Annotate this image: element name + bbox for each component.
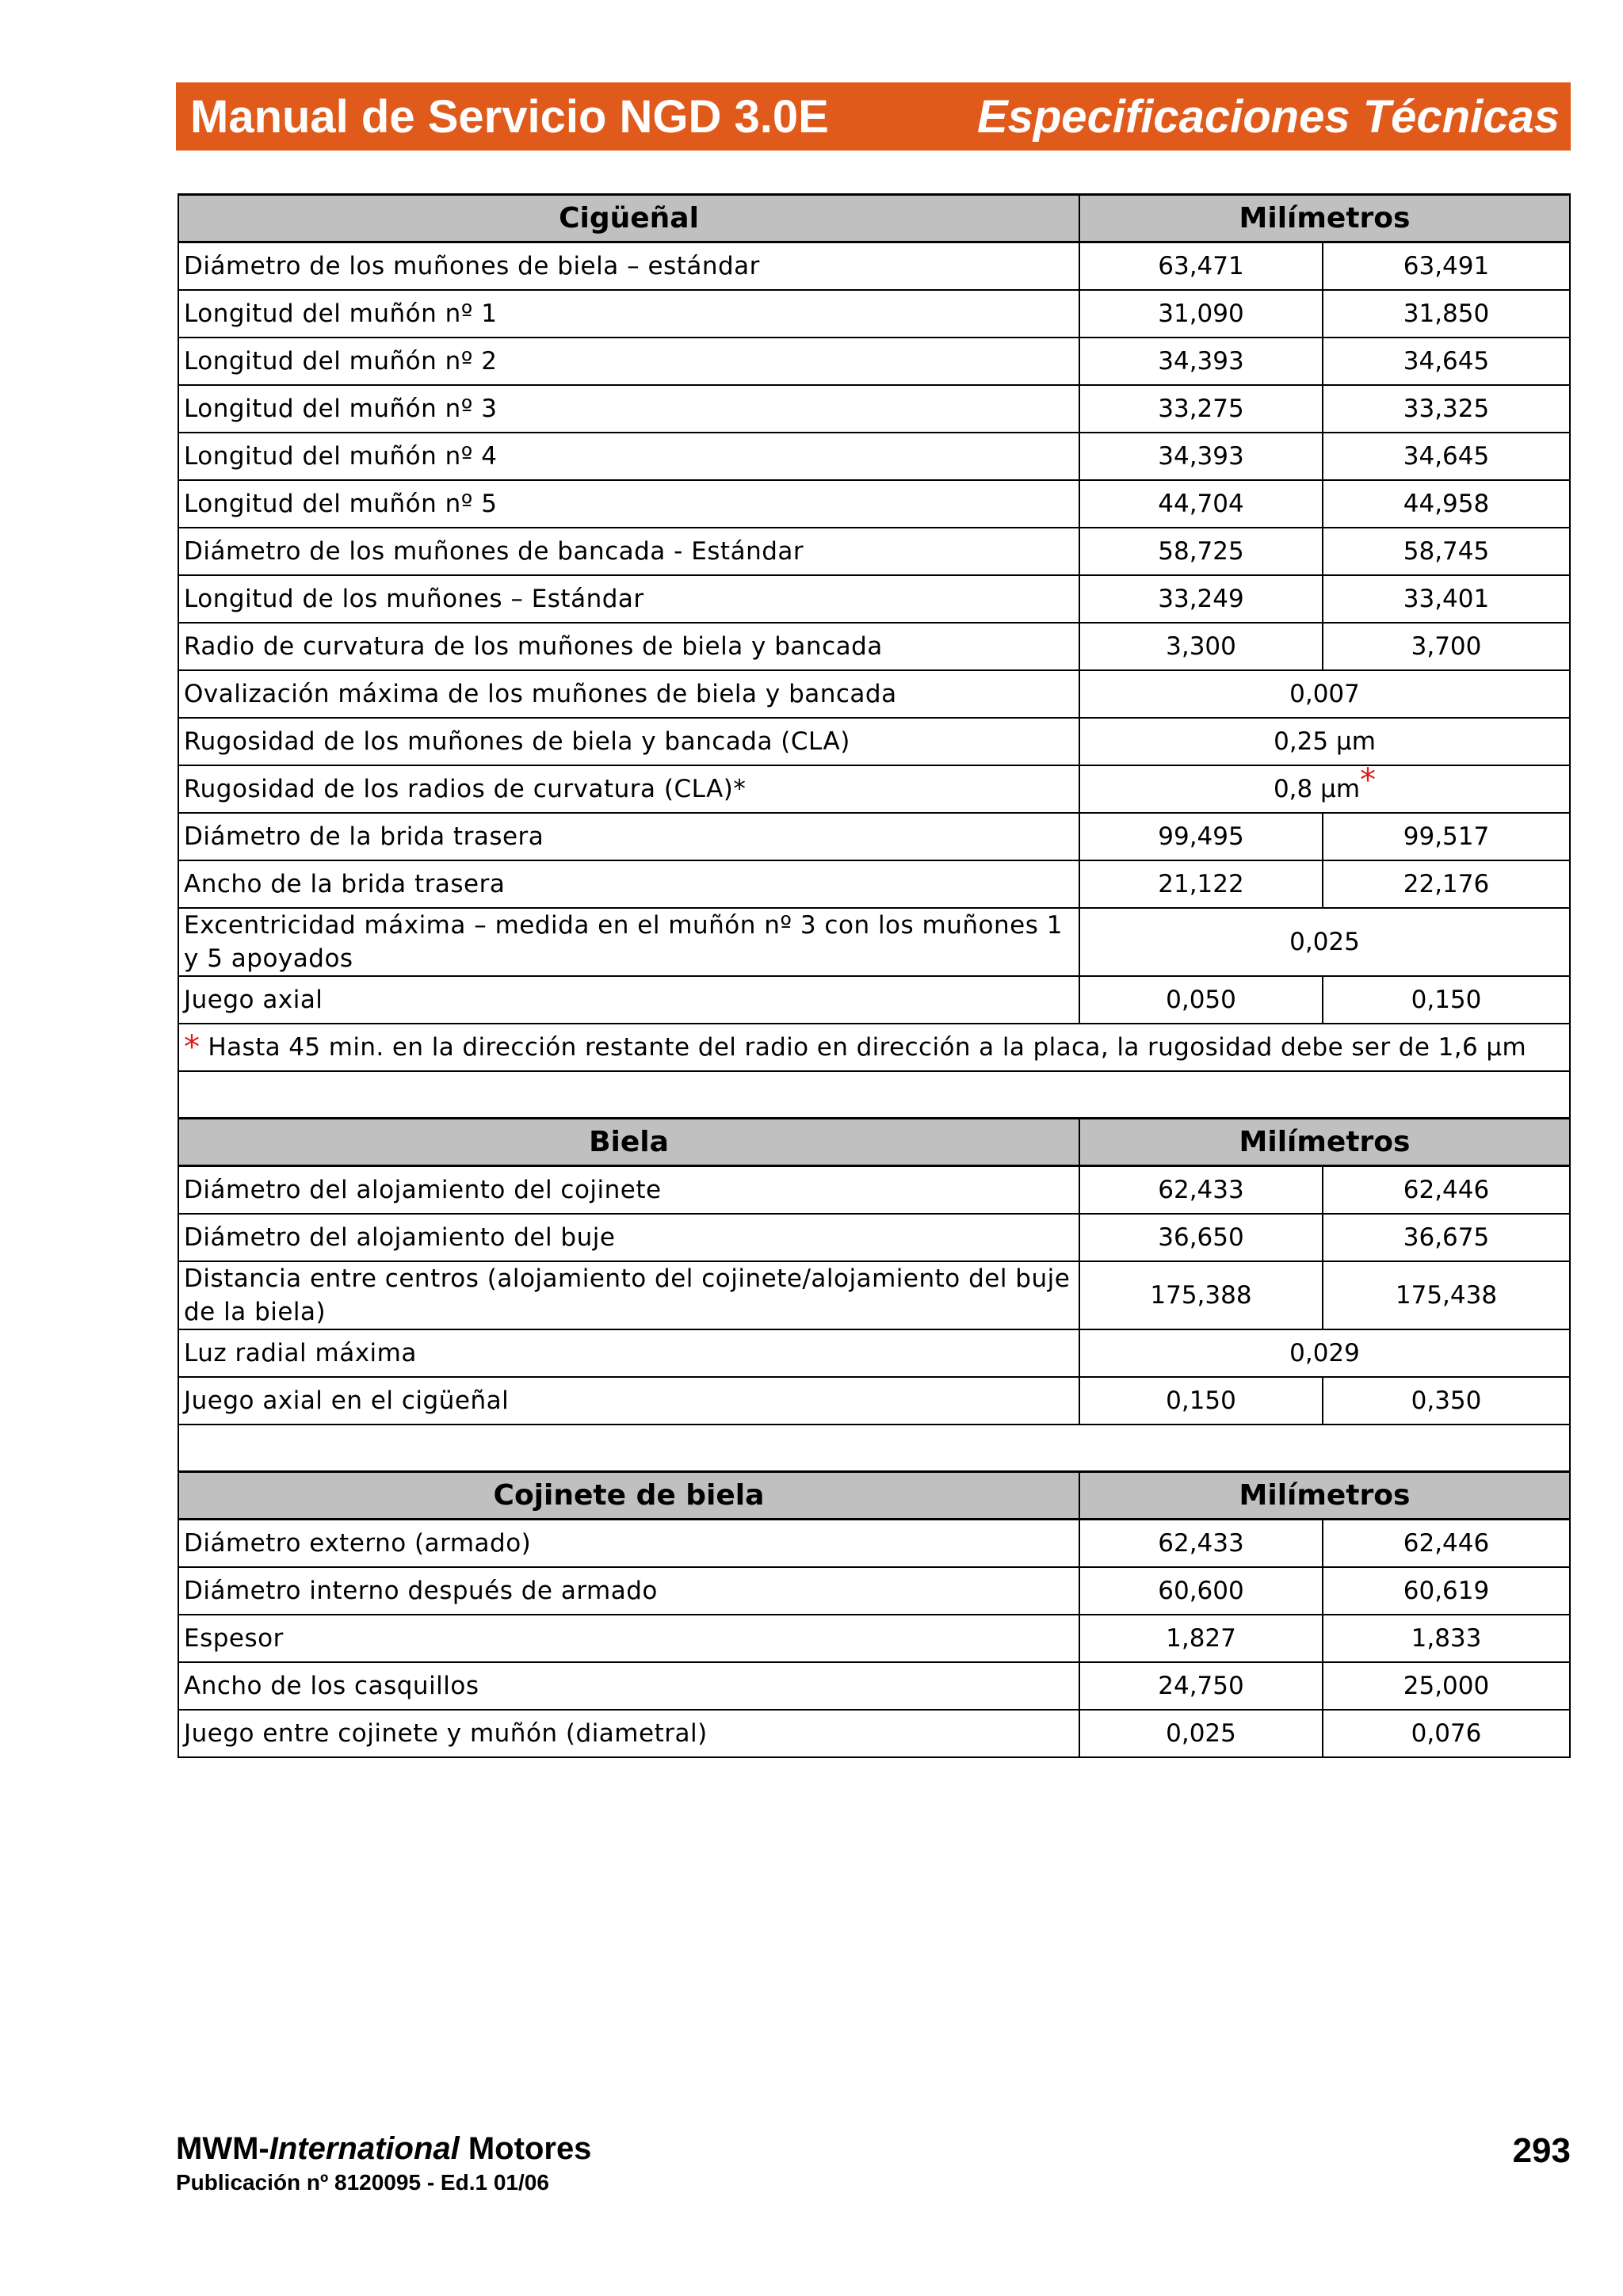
value-text: 0,029 bbox=[1289, 1338, 1360, 1367]
value-text: 0,007 bbox=[1289, 679, 1360, 708]
blank-row bbox=[178, 1425, 1570, 1472]
row-min: 1,827 bbox=[1079, 1615, 1323, 1662]
row-label: Excentricidad máxima – medida en el muñón nº 3 con los muñones 1 y 5 apoyados bbox=[178, 908, 1079, 976]
row-min: 62,433 bbox=[1079, 1166, 1323, 1214]
row-label: Rugosidad de los radios de curvatura (CLA)* bbox=[178, 765, 1079, 813]
table-row bbox=[178, 1261, 1570, 1329]
row-max: 62,446 bbox=[1323, 1520, 1570, 1567]
row-value bbox=[1079, 761, 1570, 813]
row-label: Luz radial máxima bbox=[178, 1329, 1079, 1377]
value-text: 0,8 µm bbox=[1273, 774, 1361, 803]
page-number: 293 bbox=[1512, 2131, 1571, 2170]
footer-publication: Publicación nº 8120095 - Ed.1 01/06 bbox=[176, 2170, 549, 2195]
row-max: 58,745 bbox=[1323, 528, 1570, 575]
row-max: 33,401 bbox=[1323, 575, 1570, 623]
blank-row bbox=[178, 1071, 1570, 1119]
row-min: 33,275 bbox=[1079, 385, 1323, 433]
row-min: 21,122 bbox=[1079, 860, 1323, 908]
footer-company: MWM-International Motores bbox=[176, 2131, 592, 2166]
row-label: Ancho de la brida trasera bbox=[178, 860, 1079, 908]
table-row bbox=[178, 718, 1570, 765]
table-row bbox=[178, 338, 1570, 385]
row-label: Diámetro del alojamiento del buje bbox=[178, 1214, 1079, 1261]
table-row bbox=[178, 1520, 1570, 1567]
table-row bbox=[178, 290, 1570, 338]
row-max: 44,958 bbox=[1323, 480, 1570, 528]
table-row bbox=[178, 1329, 1570, 1377]
row-min: 0,025 bbox=[1079, 1710, 1323, 1757]
row-value bbox=[1079, 718, 1570, 765]
row-min: 0,150 bbox=[1079, 1377, 1323, 1425]
footnote-star-icon: * bbox=[184, 1028, 200, 1066]
bearing-unit: Milímetros bbox=[1079, 1472, 1570, 1520]
row-label: Longitud del muñón nº 5 bbox=[178, 480, 1079, 528]
footnote-text: Hasta 45 min. en la dirección restante del radio en dirección a la placa, la rugosidad debe ser de 1,6 µm bbox=[208, 1032, 1527, 1062]
row-label: Rugosidad de los muñones de biela y bancada (CLA) bbox=[178, 718, 1079, 765]
row-label: Juego axial bbox=[178, 976, 1079, 1024]
table-row bbox=[178, 976, 1570, 1024]
table-row bbox=[178, 908, 1570, 976]
value-text: 0,025 bbox=[1289, 927, 1360, 956]
row-label: Ancho de los casquillos bbox=[178, 1662, 1079, 1710]
row-max: 34,645 bbox=[1323, 338, 1570, 385]
table-row bbox=[178, 1662, 1570, 1710]
row-min: 24,750 bbox=[1079, 1662, 1323, 1710]
row-max: 60,619 bbox=[1323, 1567, 1570, 1615]
row-label: Diámetro interno después de armado bbox=[178, 1567, 1079, 1615]
row-min: 44,704 bbox=[1079, 480, 1323, 528]
row-min: 62,433 bbox=[1079, 1520, 1323, 1567]
row-label: Diámetro de los muñones de bancada - Estándar bbox=[178, 528, 1079, 575]
crankshaft-title: Cigüeñal bbox=[178, 195, 1079, 242]
row-min: 36,650 bbox=[1079, 1214, 1323, 1261]
value-text: 0,25 µm bbox=[1274, 727, 1376, 756]
row-max: 34,645 bbox=[1323, 433, 1570, 480]
footnote-row bbox=[178, 1024, 1570, 1071]
row-min: 0,050 bbox=[1079, 976, 1323, 1024]
table-row bbox=[178, 433, 1570, 480]
table-row bbox=[178, 1377, 1570, 1425]
table-row bbox=[178, 528, 1570, 575]
crankshaft-header-row bbox=[178, 195, 1570, 242]
row-min: 60,600 bbox=[1079, 1567, 1323, 1615]
row-value bbox=[1079, 1329, 1570, 1377]
row-label: Longitud del muñón nº 2 bbox=[178, 338, 1079, 385]
row-min: 63,471 bbox=[1079, 242, 1323, 290]
row-label: Diámetro del alojamiento del cojinete bbox=[178, 1166, 1079, 1214]
row-min: 31,090 bbox=[1079, 290, 1323, 338]
table-row bbox=[178, 1214, 1570, 1261]
row-value bbox=[1079, 670, 1570, 718]
row-label: Juego entre cojinete y muñón (diametral) bbox=[178, 1710, 1079, 1757]
row-max: 36,675 bbox=[1323, 1214, 1570, 1261]
row-max: 1,833 bbox=[1323, 1615, 1570, 1662]
table-row bbox=[178, 670, 1570, 718]
table-row bbox=[178, 480, 1570, 528]
row-label: Longitud del muñón nº 4 bbox=[178, 433, 1079, 480]
row-label: Diámetro externo (armado) bbox=[178, 1520, 1079, 1567]
row-label: Diámetro de la brida trasera bbox=[178, 813, 1079, 860]
table-row bbox=[178, 385, 1570, 433]
rod-header-row bbox=[178, 1119, 1570, 1166]
bearing-title: Cojinete de biela bbox=[178, 1472, 1079, 1520]
row-max: 99,517 bbox=[1323, 813, 1570, 860]
header-bar bbox=[176, 82, 1571, 151]
footnote bbox=[178, 1024, 1570, 1071]
row-label: Longitud de los muñones – Estándar bbox=[178, 575, 1079, 623]
rod-unit: Milímetros bbox=[1079, 1119, 1570, 1166]
row-max: 22,176 bbox=[1323, 860, 1570, 908]
row-label: Espesor bbox=[178, 1615, 1079, 1662]
table-row bbox=[178, 623, 1570, 670]
footer bbox=[176, 2131, 591, 2195]
row-label: Ovalización máxima de los muñones de biela y bancada bbox=[178, 670, 1079, 718]
row-label: Longitud del muñón nº 1 bbox=[178, 290, 1079, 338]
bearing-header-row bbox=[178, 1472, 1570, 1520]
row-min: 33,249 bbox=[1079, 575, 1323, 623]
spec-table bbox=[178, 193, 1571, 1758]
row-max: 0,076 bbox=[1323, 1710, 1570, 1757]
row-max: 0,150 bbox=[1323, 976, 1570, 1024]
row-min: 99,495 bbox=[1079, 813, 1323, 860]
row-min: 34,393 bbox=[1079, 433, 1323, 480]
table-row bbox=[178, 575, 1570, 623]
row-label: Diámetro de los muñones de biela – estándar bbox=[178, 242, 1079, 290]
row-max: 25,000 bbox=[1323, 1662, 1570, 1710]
rod-title: Biela bbox=[178, 1119, 1079, 1166]
table-row bbox=[178, 1710, 1570, 1757]
crankshaft-unit: Milímetros bbox=[1079, 195, 1570, 242]
table-row bbox=[178, 1166, 1570, 1214]
row-max: 33,325 bbox=[1323, 385, 1570, 433]
row-label: Distancia entre centros (alojamiento del cojinete/alojamiento del buje de la biela) bbox=[178, 1261, 1079, 1329]
row-label: Juego axial en el cigüeñal bbox=[178, 1377, 1079, 1425]
row-max: 62,446 bbox=[1323, 1166, 1570, 1214]
row-max: 31,850 bbox=[1323, 290, 1570, 338]
row-max: 3,700 bbox=[1323, 623, 1570, 670]
table-row bbox=[178, 242, 1570, 290]
table-row bbox=[178, 1615, 1570, 1662]
manual-title: Manual de Servicio NGD 3.0E bbox=[190, 90, 829, 143]
table-row bbox=[178, 765, 1570, 813]
section-title: Especificaciones Técnicas bbox=[976, 90, 1560, 143]
row-label: Longitud del muñón nº 3 bbox=[178, 385, 1079, 433]
table-row bbox=[178, 1567, 1570, 1615]
table-row bbox=[178, 813, 1570, 860]
footnote-star-icon: * bbox=[1360, 761, 1377, 799]
row-min: 34,393 bbox=[1079, 338, 1323, 385]
row-min: 3,300 bbox=[1079, 623, 1323, 670]
row-label: Radio de curvatura de los muñones de biela y bancada bbox=[178, 623, 1079, 670]
row-min: 58,725 bbox=[1079, 528, 1323, 575]
row-value bbox=[1079, 908, 1570, 976]
row-min: 175,388 bbox=[1079, 1261, 1323, 1329]
row-max: 175,438 bbox=[1323, 1261, 1570, 1329]
row-max: 63,491 bbox=[1323, 242, 1570, 290]
table-row bbox=[178, 860, 1570, 908]
row-max: 0,350 bbox=[1323, 1377, 1570, 1425]
